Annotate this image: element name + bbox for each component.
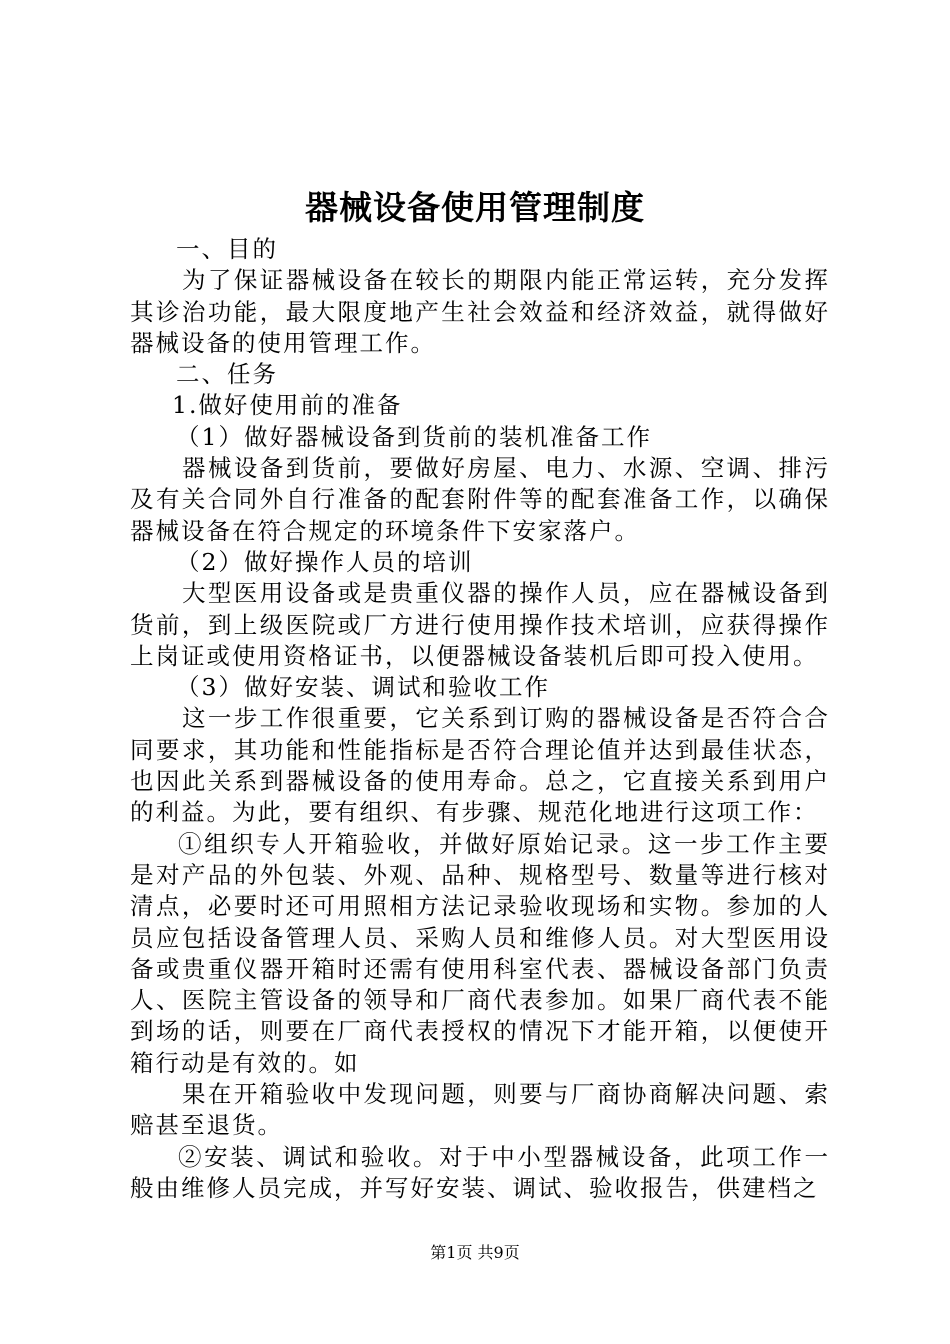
document-title: 器械设备使用管理制度 — [305, 188, 645, 227]
paragraph-acceptance: 这一步工作很重要，它关系到订购的器械设备是否符合合同要求，其功能和性能指标是否符合理论值并达到最佳状态，也因此关系到器械设备的使用寿命。总之，它直接关系到用户的利益。为此，要有组织、有步骤、规范化地进行这项工作： — [130, 704, 830, 827]
paragraph-unboxing-continued: 果在开箱验收中发现问题，则要与厂商协商解决问题、索赔甚至退货。 — [130, 1080, 830, 1140]
paragraph-installation-prep: 器械设备到货前，要做好房屋、电力、水源、空调、排污及有关合同外自行准备的配套附件等的配套准备工作，以确保器械设备在符合规定的环境条件下安家落户。 — [130, 454, 830, 545]
paragraph-purpose: 为了保证器械设备在较长的期限内能正常运转，充分发挥其诊治功能，最大限度地产生社会效益和经济效益，就得做好器械设备的使用管理工作。 — [130, 266, 830, 357]
page-footer: 第1页 共9页 — [430, 1243, 520, 1262]
paragraph-unboxing: ①组织专人开箱验收，并做好原始记录。这一步工作主要是对产品的外包装、外观、品种、规格型号、数量等进行核对清点，必要时还可用照相方法记录验收现场和实物。参加的人员应包括设备管理人员、采购人员和维修人员。对大型医用设备或贵重仪器开箱时还需有使用科室代表、器械设备部门负责人、医院主管设备的领导和厂商代表参加。如果厂商代表不能到场的话，则要在厂商代表授权的情况下才能开箱，以便使开箱行动是有效的。如 — [130, 829, 830, 1077]
paragraph-operator-training: 大型医用设备或是贵重仪器的操作人员，应在器械设备到货前，到上级医院或厂方进行使用操作技术培训，应获得操作上岗证或使用资格证书，以便器械设备装机后即可投入使用。 — [130, 579, 830, 670]
section-heading-tasks: 二、任务 — [176, 360, 278, 389]
paragraph-install-debug: ②安装、调试和验收。对于中小型器械设备，此项工作一般由维修人员完成，并写好安装、调试、验收报告，供建档之 — [130, 1142, 830, 1202]
subheading-installation-prep: （1）做好器械设备到货前的装机准备工作 — [176, 422, 652, 451]
document-body — [130, 234, 830, 1204]
subheading-acceptance: （3）做好安装、调试和验收工作 — [176, 673, 550, 702]
subheading-preparation: 1.做好使用前的准备 — [172, 391, 403, 420]
section-heading-purpose: 一、目的 — [176, 235, 278, 263]
subheading-operator-training: （2）做好操作人员的培训 — [176, 547, 474, 576]
